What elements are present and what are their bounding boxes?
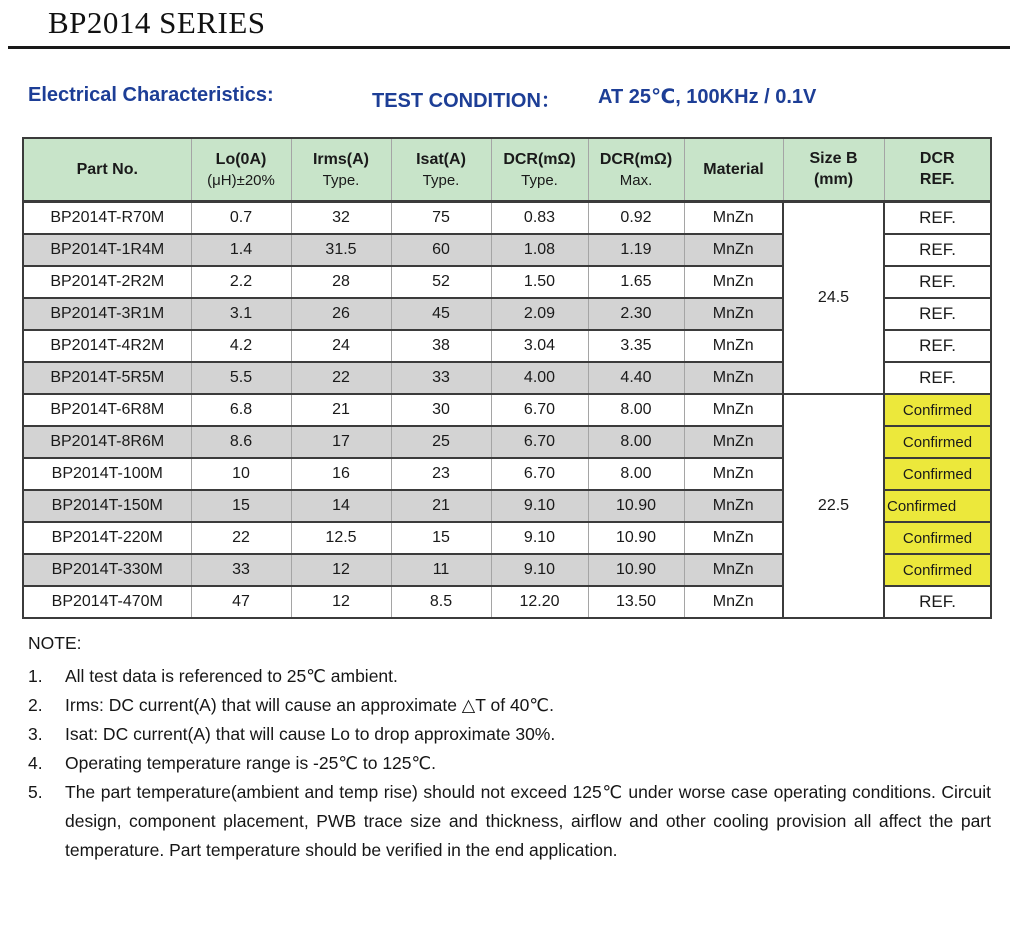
lo-cell: 15 xyxy=(191,490,291,522)
section-heading: Electrical Characteristics: xyxy=(28,84,274,106)
part-no-cell: BP2014T-220M xyxy=(23,522,191,554)
dcr-max-cell: 0.92 xyxy=(588,202,684,235)
isat-cell: 38 xyxy=(391,330,491,362)
dcr-typ-cell: 9.10 xyxy=(491,554,588,586)
dcr-typ-cell: 2.09 xyxy=(491,298,588,330)
dcr-ref-cell: Confirmed xyxy=(884,394,991,426)
lo-cell: 3.1 xyxy=(191,298,291,330)
material-cell: MnZn xyxy=(684,202,783,235)
isat-cell: 25 xyxy=(391,426,491,458)
dcr-ref-cell: Confirmed xyxy=(884,554,991,586)
dcr-typ-cell: 12.20 xyxy=(491,586,588,618)
dcr-ref-cell: Confirmed xyxy=(884,426,991,458)
lo-cell: 2.2 xyxy=(191,266,291,298)
divider-rule xyxy=(8,46,1010,49)
part-no-cell: BP2014T-6R8M xyxy=(23,394,191,426)
size-b-merged-cell: 22.5 xyxy=(783,394,884,618)
col-header-irms: Irms(A) Type. xyxy=(291,138,391,202)
dcr-ref-cell: REF. xyxy=(884,298,991,330)
material-cell: MnZn xyxy=(684,234,783,266)
irms-cell: 12 xyxy=(291,554,391,586)
dcr-max-cell: 1.65 xyxy=(588,266,684,298)
lo-cell: 1.4 xyxy=(191,234,291,266)
lo-cell: 10 xyxy=(191,458,291,490)
lo-cell: 8.6 xyxy=(191,426,291,458)
electrical-characteristics-table xyxy=(22,137,992,619)
dcr-max-cell: 1.19 xyxy=(588,234,684,266)
part-no-cell: BP2014T-330M xyxy=(23,554,191,586)
note-number: 5. xyxy=(28,782,43,802)
table-row xyxy=(23,394,991,426)
note-item xyxy=(28,691,991,720)
note-text: Isat: DC current(A) that will cause Lo to drop approximate 30%. xyxy=(65,724,556,744)
dcr-max-cell: 10.90 xyxy=(588,522,684,554)
material-cell: MnZn xyxy=(684,394,783,426)
size-b-merged-cell: 24.5 xyxy=(783,202,884,395)
part-no-cell: BP2014T-2R2M xyxy=(23,266,191,298)
dcr-max-cell: 8.00 xyxy=(588,426,684,458)
irms-cell: 12 xyxy=(291,586,391,618)
lo-cell: 0.7 xyxy=(191,202,291,235)
dcr-typ-cell: 0.83 xyxy=(491,202,588,235)
irms-cell: 17 xyxy=(291,426,391,458)
col-header-dcr-ref: DCR REF. xyxy=(884,138,991,202)
dcr-ref-cell: REF. xyxy=(884,330,991,362)
material-cell: MnZn xyxy=(684,266,783,298)
page-title: BP2014 SERIES xyxy=(48,5,266,40)
isat-cell: 15 xyxy=(391,522,491,554)
part-no-cell: BP2014T-8R6M xyxy=(23,426,191,458)
isat-cell: 60 xyxy=(391,234,491,266)
material-cell: MnZn xyxy=(684,330,783,362)
note-text: The part temperature(ambient and temp rise) should not exceed 125℃ under worse case operating conditions. Circuit design, component placement, PWB trace size and thickness, airflow and other cooling provision all affect the part temperature. Part temperature should be verified in the end application. xyxy=(65,782,991,860)
col-header-isat: Isat(A) Type. xyxy=(391,138,491,202)
material-cell: MnZn xyxy=(684,362,783,394)
material-cell: MnZn xyxy=(684,426,783,458)
dcr-typ-cell: 6.70 xyxy=(491,426,588,458)
part-no-cell: BP2014T-100M xyxy=(23,458,191,490)
note-text: Operating temperature range is -25℃ to 125℃. xyxy=(65,753,437,773)
material-cell: MnZn xyxy=(684,490,783,522)
dcr-max-cell: 10.90 xyxy=(588,554,684,586)
dcr-typ-cell: 1.08 xyxy=(491,234,588,266)
col-header-material: Material xyxy=(684,138,783,202)
note-number: 2. xyxy=(28,695,43,715)
col-header-size-b: Size B (mm) xyxy=(783,138,884,202)
dcr-ref-cell: Confirmed xyxy=(884,490,991,522)
part-no-cell: BP2014T-1R4M xyxy=(23,234,191,266)
lo-cell: 47 xyxy=(191,586,291,618)
dcr-typ-cell: 9.10 xyxy=(491,522,588,554)
irms-cell: 12.5 xyxy=(291,522,391,554)
test-condition-value: AT 25℃, 100KHz / 0.1V xyxy=(598,86,817,108)
col-header-dcr-max: DCR(mΩ) Max. xyxy=(588,138,684,202)
dcr-max-cell: 3.35 xyxy=(588,330,684,362)
notes-section xyxy=(28,628,991,865)
isat-cell: 45 xyxy=(391,298,491,330)
dcr-ref-cell: REF. xyxy=(884,234,991,266)
dcr-typ-cell: 3.04 xyxy=(491,330,588,362)
part-no-cell: BP2014T-150M xyxy=(23,490,191,522)
dcr-ref-cell: REF. xyxy=(884,362,991,394)
notes-heading: NOTE: xyxy=(28,633,82,653)
isat-cell: 75 xyxy=(391,202,491,235)
note-number: 4. xyxy=(28,753,43,773)
dcr-ref-cell: REF. xyxy=(884,586,991,618)
dcr-typ-cell: 9.10 xyxy=(491,490,588,522)
dcr-ref-cell: REF. xyxy=(884,202,991,235)
isat-cell: 11 xyxy=(391,554,491,586)
isat-cell: 30 xyxy=(391,394,491,426)
isat-cell: 21 xyxy=(391,490,491,522)
dcr-typ-cell: 1.50 xyxy=(491,266,588,298)
dcr-typ-cell: 6.70 xyxy=(491,394,588,426)
dcr-ref-cell: Confirmed xyxy=(884,522,991,554)
part-no-cell: BP2014T-3R1M xyxy=(23,298,191,330)
isat-cell: 33 xyxy=(391,362,491,394)
irms-cell: 28 xyxy=(291,266,391,298)
material-cell: MnZn xyxy=(684,522,783,554)
dcr-max-cell: 8.00 xyxy=(588,394,684,426)
dcr-ref-cell: REF. xyxy=(884,266,991,298)
lo-cell: 6.8 xyxy=(191,394,291,426)
note-number: 1. xyxy=(28,666,43,686)
col-header-part-no: Part No. xyxy=(23,138,191,202)
note-item xyxy=(28,720,991,749)
part-no-cell: BP2014T-470M xyxy=(23,586,191,618)
col-header-dcr-typ: DCR(mΩ) Type. xyxy=(491,138,588,202)
material-cell: MnZn xyxy=(684,458,783,490)
note-item xyxy=(28,778,991,865)
dcr-ref-cell: Confirmed xyxy=(884,458,991,490)
isat-cell: 52 xyxy=(391,266,491,298)
irms-cell: 26 xyxy=(291,298,391,330)
dcr-max-cell: 2.30 xyxy=(588,298,684,330)
lo-cell: 22 xyxy=(191,522,291,554)
part-no-cell: BP2014T-5R5M xyxy=(23,362,191,394)
irms-cell: 24 xyxy=(291,330,391,362)
note-text: Irms: DC current(A) that will cause an approximate △T of 40℃. xyxy=(65,695,554,715)
material-cell: MnZn xyxy=(684,554,783,586)
irms-cell: 21 xyxy=(291,394,391,426)
col-header-lo: Lo(0A) (μH)±20% xyxy=(191,138,291,202)
dcr-max-cell: 4.40 xyxy=(588,362,684,394)
dcr-max-cell: 13.50 xyxy=(588,586,684,618)
material-cell: MnZn xyxy=(684,586,783,618)
dcr-typ-cell: 6.70 xyxy=(491,458,588,490)
isat-cell: 8.5 xyxy=(391,586,491,618)
irms-cell: 16 xyxy=(291,458,391,490)
test-condition-label: TEST CONDITION： xyxy=(372,90,561,112)
dcr-typ-cell: 4.00 xyxy=(491,362,588,394)
isat-cell: 23 xyxy=(391,458,491,490)
irms-cell: 32 xyxy=(291,202,391,235)
part-no-cell: BP2014T-R70M xyxy=(23,202,191,235)
material-cell: MnZn xyxy=(684,298,783,330)
lo-cell: 5.5 xyxy=(191,362,291,394)
dcr-max-cell: 8.00 xyxy=(588,458,684,490)
table-row xyxy=(23,202,991,235)
header-row xyxy=(23,138,991,202)
irms-cell: 22 xyxy=(291,362,391,394)
irms-cell: 14 xyxy=(291,490,391,522)
lo-cell: 33 xyxy=(191,554,291,586)
note-item xyxy=(28,662,991,691)
dcr-max-cell: 10.90 xyxy=(588,490,684,522)
note-text: All test data is referenced to 25℃ ambient. xyxy=(65,666,398,686)
irms-cell: 31.5 xyxy=(291,234,391,266)
note-number: 3. xyxy=(28,724,43,744)
lo-cell: 4.2 xyxy=(191,330,291,362)
part-no-cell: BP2014T-4R2M xyxy=(23,330,191,362)
note-item xyxy=(28,749,991,778)
